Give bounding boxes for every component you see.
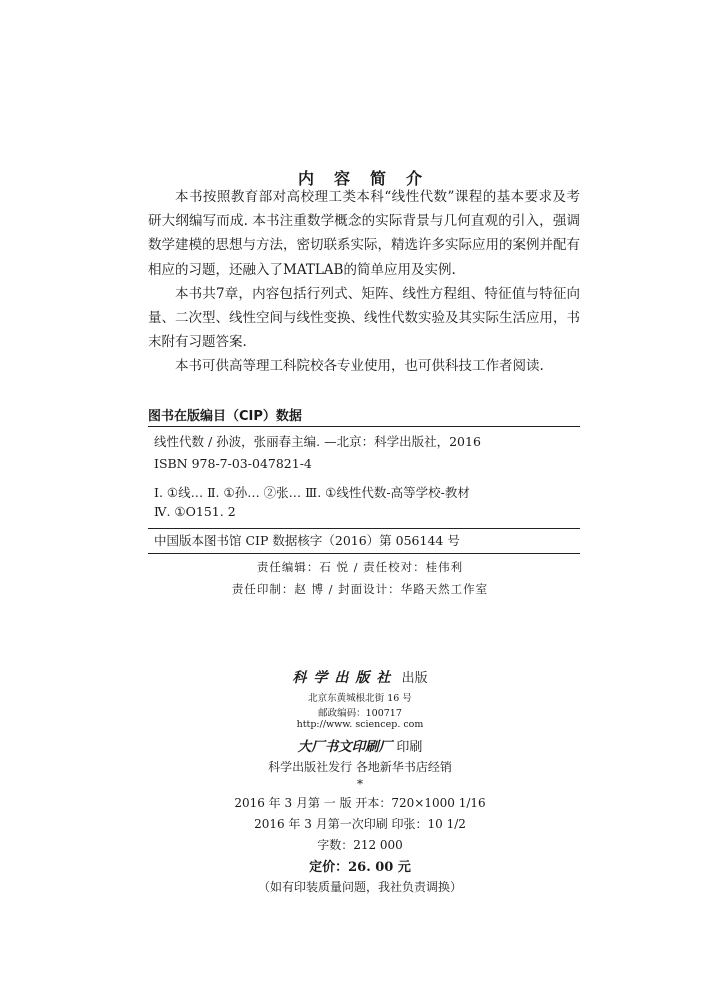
cip-title-line: 线性代数 / 孙波，张丽春主编. —北京：科学出版社，2016: [154, 434, 481, 449]
price-line: 定价：26. 00 元: [309, 860, 411, 875]
publisher-url: http://www. sciencep. com: [296, 719, 424, 730]
printer-line: [0, 735, 720, 755]
cip-isbn: ISBN 978-7-03-047821-4: [154, 456, 312, 471]
distribution-line: 科学出版社发行 各地新华书店经销: [268, 760, 452, 774]
printer-suffix: 印刷: [396, 740, 423, 755]
quality-notice: （如有印装质量问题，我社负责调换）: [257, 880, 462, 894]
cip-data-number: 中国版本图书馆 CIP 数据核字（2016）第 056144 号: [154, 533, 460, 548]
cip-bottom-rule: [148, 553, 580, 554]
intro-title: 内容简介: [297, 169, 442, 188]
publisher-postcode: 邮政编码：100717: [318, 708, 402, 719]
intro-paragraph-2: 本书共7章，内容包括行列式、矩阵、线性方程组、特征值与特征向量、二次型、线性空间与线性变换、线性代数实验及其实际生活应用，书末附有习题答案.: [148, 286, 580, 351]
intro-paragraph-1: 本书按照教育部对高校理工类本科“线性代数”课程的基本要求及考研大纲编写而成. 本书注重数学概念的实际背景与几何直观的引入，强调数学建模的思想与方法，密切联系实际，精选许多实际应用的案例并配有相应的习题，还融入了MATLAB的简单应用及实例.: [148, 189, 580, 278]
cip-middle-rule: [148, 528, 580, 529]
staff-editors: 责任编辑：石 悦 / 责任校对：桂伟利: [256, 560, 464, 574]
publisher-line: [0, 667, 720, 687]
edition-line: 2016 年 3 月第 一 版 开本：720×1000 1/16: [234, 796, 486, 810]
cip-classification-1: Ⅰ. ①线… Ⅱ. ①孙… ②张… Ⅲ. ①线性代数-高等学校-教材: [154, 485, 470, 500]
publisher-address: 北京东黄城根北街 16 号: [308, 693, 412, 704]
publisher-suffix: 出版: [401, 671, 428, 686]
publisher-logo: 科学出版社: [292, 670, 398, 686]
cip-classification-2: Ⅳ. ①O151. 2: [154, 504, 236, 519]
printing-line: 2016 年 3 月第一次印刷 印张：10 1/2: [254, 817, 466, 831]
printer-logo: 大厂书文印刷厂: [297, 739, 393, 755]
cip-top-rule: [148, 426, 580, 427]
wordcount-line: 字数：212 000: [317, 838, 403, 852]
intro-paragraph-3: 本书可供高等理工科院校各专业使用，也可供科技工作者阅读.: [175, 358, 544, 374]
staff-printing: 责任印制：赵 博 / 封面设计：华路天然工作室: [231, 582, 489, 596]
cip-heading: 图书在版编目（CIP）数据: [148, 409, 302, 424]
separator-star: *: [357, 777, 363, 791]
